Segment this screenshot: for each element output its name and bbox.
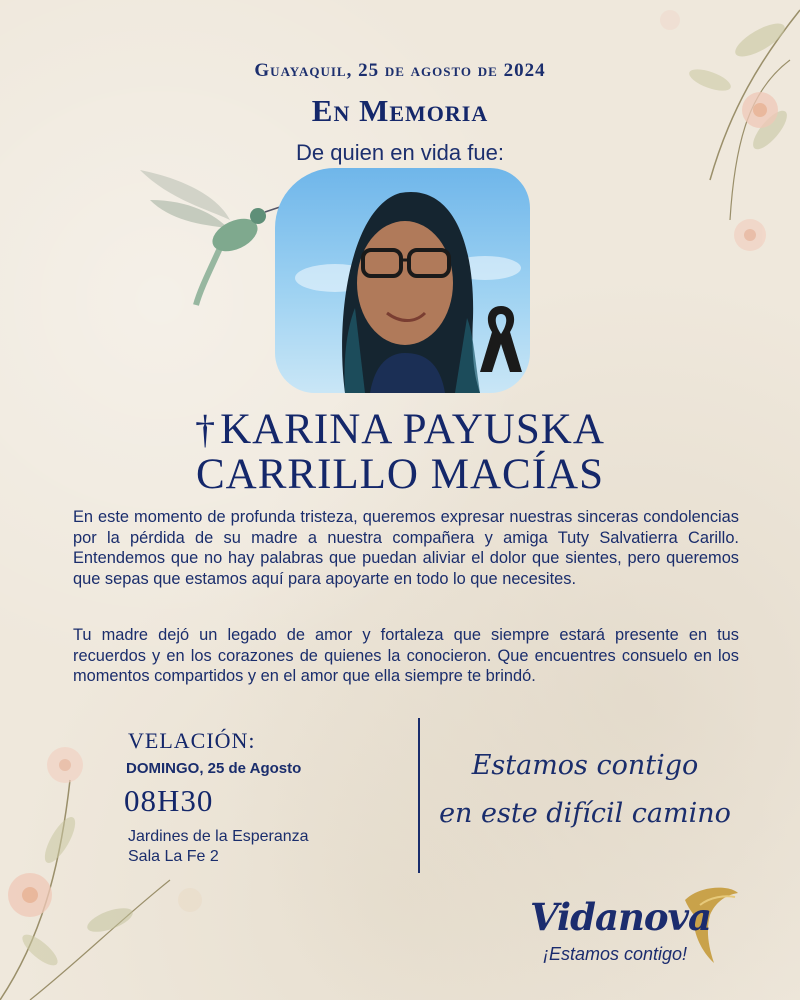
deceased-name-line2: CARRILLO MACÍAS [195,451,604,498]
memorial-heading: En Memoria [311,93,489,128]
deceased-name-line1 [0,405,800,454]
brand-name: Vidanova [530,895,712,939]
memorial-subheading: De quien en vida fue: [296,140,504,165]
velacion-title: VELACIÓN: [128,728,256,753]
date-line: Guayaquil, 25 de agosto de 2024 [254,60,546,81]
velacion-place [128,827,309,867]
brand-tagline: ¡Estamos contigo! [543,944,688,964]
condolence-paragraph-2: Tu madre dejó un legado de amor y fortaleza que siempre estará presente en tus recuerdos y en los corazones de quienes la conocieron. Que encuentres consuelo en los momentos compartidos y en el amor que ella siempre te brindó. [73,626,739,686]
condolence-paragraph-1: En este momento de profunda tristeza, queremos expresar nuestras sinceras condolencias por la pérdida de su madre a nuestra compañera y amiga Tuty Salvatierra Carillo. Entendemos que no hay palabras que puedan aliviar el dolor que sientes, pero queremos que sepas que estamos aquí para apoyarte en todo lo que necesites. [73,508,739,588]
cross-icon: † [195,407,217,452]
closing-line-2: en este difícil camino [439,798,731,829]
mourning-ribbon-icon [478,302,524,376]
closing-line-1: Estamos contigo [471,750,699,781]
vertical-divider [418,718,420,873]
velacion-day: DOMINGO, 25 de Agosto [126,760,302,777]
velacion-place-line2: Sala La Fe 2 [128,848,219,865]
velacion-time: 08H30 [124,783,214,818]
velacion-place-line1: Jardines de la Esperanza [128,828,309,845]
deceased-name-text1: KARINA PAYUSKA [220,406,605,453]
